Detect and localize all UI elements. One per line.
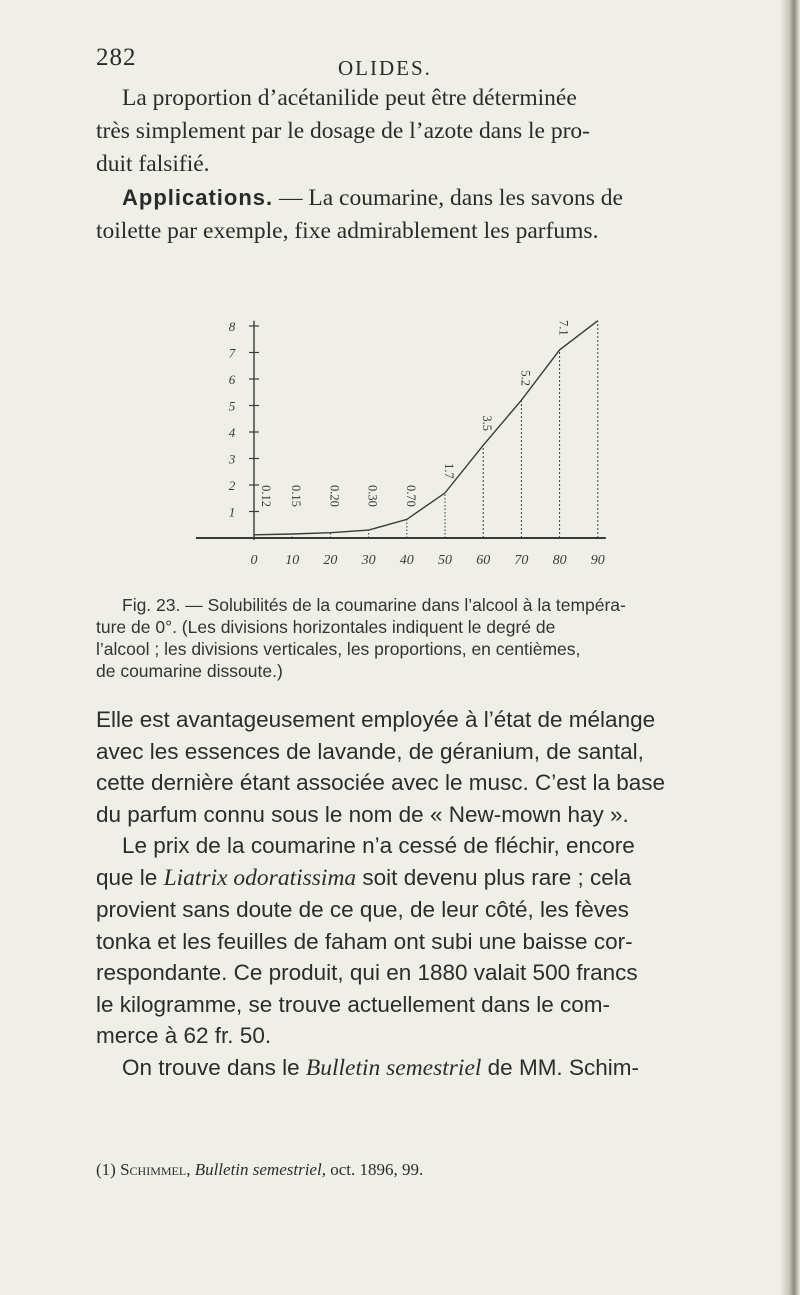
text-line <box>96 862 768 895</box>
solubility-curve <box>254 321 598 535</box>
y-tick-label: 6 <box>228 372 236 387</box>
footnote-work: Bulletin semestriel, <box>194 1160 326 1179</box>
data-label: 0.12 <box>259 485 273 507</box>
footnote-marker: (1) <box>96 1160 116 1179</box>
applications-heading: Applications. <box>122 185 274 210</box>
x-tick-label: 20 <box>323 553 338 568</box>
data-label: 0.70 <box>403 485 418 507</box>
data-label: 0.30 <box>365 485 380 507</box>
chart-curve <box>254 321 598 535</box>
solubility-chart <box>196 304 636 594</box>
x-tick-label: 30 <box>361 553 376 568</box>
footnote <box>96 1160 423 1180</box>
x-tick-label: 0 <box>250 553 258 568</box>
text-line: du parfum connu sous le nom de « New-mown hay ». <box>96 801 629 827</box>
data-label: 1.7 <box>442 463 456 479</box>
paragraph-acetanilide <box>96 82 768 248</box>
chart-labels <box>259 320 571 507</box>
x-tick-label: 90 <box>590 553 605 568</box>
data-label: 3.5 <box>480 415 495 432</box>
text-line: toilette par exemple, fixe admirablement les parfums. <box>96 218 599 244</box>
species-name: Liatrix odoratissima <box>163 864 357 891</box>
data-label: 5.2 <box>518 370 533 387</box>
text-line: Elle est avantageusement employée à l’état de mélange <box>96 707 656 732</box>
text-line: respondante. Ce produit, qui en 1880 valait 500 francs <box>96 960 638 985</box>
x-tick-label: 10 <box>285 553 300 568</box>
x-tick-label: 70 <box>514 553 529 568</box>
x-tick-label: 60 <box>476 553 491 568</box>
caption-line: de coumarine dissoute.) <box>96 661 283 681</box>
footnote-author: Schimmel, <box>120 1160 191 1179</box>
text-run: On trouve dans le <box>122 1054 306 1080</box>
text-line: avec les essences de lavande, de géranium, de santal, <box>96 738 644 764</box>
text-line: tonka et les feuilles de faham ont subi une baisse cor- <box>96 928 633 954</box>
x-tick-label: 50 <box>438 553 452 568</box>
y-tick-label: 7 <box>228 345 236 361</box>
y-tick-label: 4 <box>228 425 236 440</box>
running-title: OLIDES. <box>338 56 432 80</box>
chart-axes <box>196 321 606 540</box>
text-line <box>96 1052 768 1085</box>
text-line: le kilogramme, se trouve actuellement dans le com- <box>96 991 610 1017</box>
x-tick-label: 40 <box>399 553 414 568</box>
page-edge-shadow <box>780 0 800 1295</box>
text-line: cette dernière étant associée avec le musc. C’est la base <box>96 770 666 795</box>
y-tick-label: 3 <box>228 451 236 467</box>
publication-title: Bulletin semestriel <box>305 1054 482 1081</box>
caption-line: ture de 0°. (Les divisions horizontales indiquent le degré de <box>96 617 556 637</box>
y-tick-label: 1 <box>228 504 236 520</box>
data-label: 0.15 <box>289 485 304 507</box>
y-tick-label: 8 <box>228 319 236 334</box>
text-line: provient sans doute de ce que, de leur côté, les fèves <box>96 897 629 922</box>
text-run: soit devenu plus rare ; cela <box>356 864 632 890</box>
text-run: de MM. Schim- <box>481 1054 639 1080</box>
text-line: duit falsifié. <box>96 151 210 177</box>
x-tick-label: 80 <box>552 553 567 568</box>
data-label: 7.1 <box>556 320 571 336</box>
body-text <box>96 704 768 1084</box>
figure-caption <box>96 594 764 682</box>
y-tick-label: 2 <box>228 478 236 493</box>
chart-ticks <box>228 319 605 568</box>
caption-line: Fig. 23. — Solubilités de la coumarine dans l’alcool à la tempéra- <box>122 595 626 615</box>
text-line: merce à 62 fr. 50. <box>96 1023 272 1048</box>
text-line: Le prix de la coumarine n’a cessé de fléchir, encore <box>122 833 635 858</box>
text-line: La proportion d’acétanilide peut être déterminée <box>122 85 577 111</box>
page-number: 282 <box>96 44 137 71</box>
text-line: très simplement par le dosage de l’azote dans le pro- <box>96 118 590 144</box>
applications-line <box>96 181 768 215</box>
caption-line: l’alcool ; les divisions verticales, les proportions, en centièmes, <box>96 639 581 659</box>
data-label: 0.20 <box>327 485 342 507</box>
text-run: que le <box>96 864 164 890</box>
y-tick-label: 5 <box>228 398 236 414</box>
footnote-rest: oct. 1896, 99. <box>330 1160 424 1179</box>
text-run: — La coumarine, dans les savons de <box>273 185 623 211</box>
